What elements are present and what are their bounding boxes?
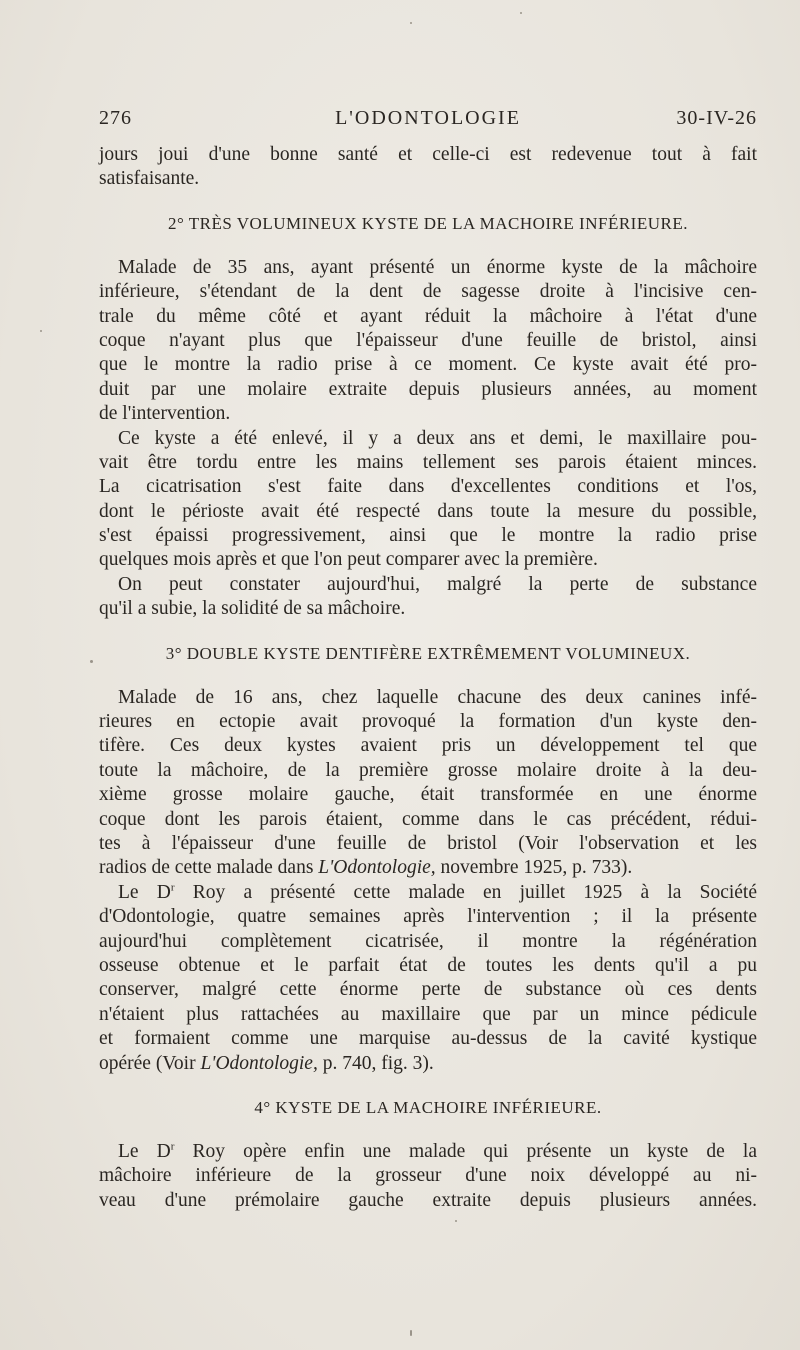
- text-fragment: Roy a présenté cette malade en juillet 1925 à la Société: [192, 881, 758, 903]
- section-heading-4: 4° KYSTE DE LA MACHOIRE INFÉRIEURE.: [254, 1097, 602, 1117]
- text-line: mâchoire inférieure de la grosseur d'une noix développé au ni-: [99, 1165, 757, 1187]
- text-fragment: novembre 1925, p. 733).: [440, 857, 633, 879]
- text-line: osseuse obtenue et le parfait état de toutes les dents qu'il a pu: [99, 954, 757, 976]
- text-line: coque dont les parois étaient, comme dans le cas précédent, rédui-: [99, 808, 757, 830]
- article-body: [99, 143, 757, 1213]
- text-line: dont le périoste avait été respecté dans toute la mesure du possible,: [99, 500, 757, 522]
- text-line: Malade de 35 ans, ayant présenté un énorme kyste de la mâchoire: [118, 256, 757, 278]
- text-line: de l'intervention.: [99, 403, 231, 425]
- text-fragment: Roy opère enfin une malade qui présente un kyste de la: [192, 1140, 757, 1162]
- text-line: rieures en ectopie avait provoqué la formation d'un kyste den-: [99, 711, 757, 733]
- running-head: [99, 107, 757, 133]
- text-fragment: radios de cette malade dans: [99, 857, 314, 879]
- text-line: toute la mâchoire, de la première grosse molaire droite à la deu-: [99, 759, 757, 781]
- text-line: Malade de 16 ans, chez laquelle chacune des deux canines infé-: [118, 686, 757, 708]
- superscript: r: [170, 1140, 175, 1153]
- text-line: que le montre la radio prise à ce moment. Ce kyste avait été pro-: [99, 354, 757, 376]
- section-heading-3: 3° DOUBLE KYSTE DENTIFÈRE EXTRÊMEMENT VOLUMINEUX.: [165, 643, 691, 663]
- text-line: quelques mois après et que l'on peut comparer avec la première.: [99, 549, 598, 571]
- section-heading-2: 2° TRÈS VOLUMINEUX KYSTE DE LA MACHOIRE INFÉRIEURE.: [168, 213, 688, 233]
- text-line: d'Odontologie, quatre semaines après l'intervention ; il la présente: [99, 906, 757, 928]
- text-line: et formaient comme une marquise au-dessus de la cavité kystique: [99, 1028, 757, 1050]
- text-fragment: Le D: [118, 881, 171, 903]
- text-line: jours joui d'une bonne santé et celle-ci est redevenue tout à fait: [99, 144, 757, 165]
- text-line: tifère. Ces deux kystes avaient pris un développement tel que: [99, 735, 757, 757]
- text-line: s'est épaissi progressivement, ainsi que le montre la radio prise: [99, 525, 757, 547]
- text-line: veau d'une prémolaire gauche extraite depuis plusieurs années.: [99, 1189, 757, 1211]
- journal-citation: L'Odontologie,: [200, 1052, 318, 1074]
- page-number: 276: [99, 107, 132, 129]
- text-line: La cicatrisation s'est faite dans d'excellentes conditions et l'os,: [99, 476, 757, 498]
- text-line: conserver, malgré cette énorme perte de substance où ces dents: [99, 979, 757, 1001]
- issue-date: 30-IV-26: [676, 107, 757, 129]
- text-fragment: Le D: [118, 1140, 171, 1162]
- text-line: aujourd'hui complètement cicatrisée, il montre la régénération: [99, 930, 757, 952]
- text-line: vait être tordu entre les mains tellement ses parois étaient minces.: [99, 451, 757, 473]
- journal-title: L'ODONTOLOGIE: [335, 107, 521, 129]
- text-line: coque n'ayant plus que l'épaisseur d'une feuille de bristol, ainsi: [99, 329, 757, 351]
- text-line: trale du même côté et ayant réduit la mâchoire à l'état d'une: [99, 305, 757, 327]
- text-line: qu'il a subie, la solidité de sa mâchoire.: [99, 598, 406, 620]
- text-line: duit par une molaire extraite depuis plusieurs années, au moment: [99, 378, 757, 400]
- text-line: [99, 881, 757, 905]
- text-line: On peut constater aujourd'hui, malgré la perte de substance: [118, 573, 757, 595]
- text-line: xième grosse molaire gauche, était transformée en une énorme: [99, 784, 757, 806]
- superscript: r: [170, 881, 175, 894]
- text-line: [99, 1140, 757, 1164]
- text-line: [99, 1052, 757, 1076]
- text-line: satisfaisante.: [99, 168, 200, 190]
- text-fragment: p. 740, fig. 3).: [322, 1052, 434, 1074]
- text-line: Ce kyste a été enlevé, il y a deux ans et demi, le maxillaire pou-: [118, 427, 757, 449]
- journal-citation: L'Odontologie,: [318, 857, 436, 879]
- text-line: n'étaient plus rattachées au maxillaire que par un mince pédicule: [99, 1003, 757, 1025]
- text-line: tes à l'épaisseur d'une feuille de bristol (Voir l'observation et les: [99, 832, 757, 854]
- text-fragment: opérée (Voir: [99, 1052, 196, 1074]
- text-line: [99, 856, 757, 880]
- text-line: inférieure, s'étendant de la dent de sagesse droite à l'incisive cen-: [99, 281, 757, 303]
